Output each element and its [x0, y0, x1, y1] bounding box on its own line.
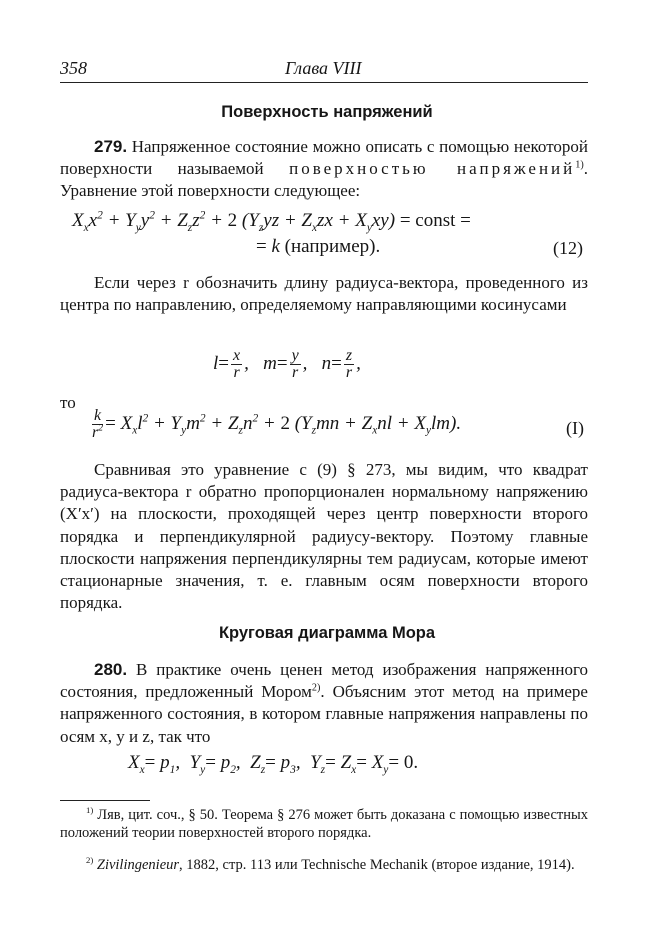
- page-number: 358: [60, 58, 87, 78]
- paragraph-radius-vector: Если через r обозначить длину радиуса-вектора, проведенного из центра по направлению, определяемому направляющими косинусами: [60, 273, 588, 315]
- paragraph-text: . Объясним этот метод на примере напряженного состояния, в котором главные напряжения направлены по осям x, y и z, так что: [60, 682, 588, 746]
- paragraph-comparison: Сравнивая это уравнение с (9) § 273, мы видим, что квадрат радиуса-вектора r обратно пропорционален нормальному напряжению (X′x′) на плоскости, проходящей через центр поверхности второго порядка и перпендикулярной радиусу-вектору. Поэтому главные плоскости напряжения перпендикулярны тем радиусам, которые имеют стационарные значения, т. е. главным осям поверхности второго порядка.: [60, 460, 588, 613]
- footnote-ref: 2): [311, 682, 321, 694]
- equation-12-line1: $X_xx^2 + Y_yy^2 + Z_zz^2 + 2$ $(Y_zyz + Z_xzx + X_yxy)$ = const =: [72, 209, 471, 234]
- paragraph-text: В практике очень ценен метод изображения напряженного состояния, предложенный Мором: [60, 660, 589, 702]
- footnote-rule: [60, 800, 150, 801]
- running-header: Глава VIII: [285, 58, 362, 78]
- footnote-mark: 1): [86, 805, 94, 816]
- spaced-term: поверхностью напряжений: [289, 159, 576, 179]
- footnote-journal: Zivilingenieur: [96, 857, 180, 873]
- equation-I: $\frac{k}{r^2}$ = $X_xl^2 + Y_ym^2 + Z_zn^2 + 2$ $(Y_zmn + Z_xnl + X_ylm)$.: [92, 407, 462, 441]
- equation-number: (12): [553, 238, 583, 258]
- paragraph-text: . Уравнение этой поверхности следующее:: [60, 159, 589, 201]
- footnote-text: Ляв, цит. соч., § 50. Теорема § 276 может быть доказана с помощью известных положений теории поверхностей второго порядка.: [60, 807, 588, 841]
- footnote-2: [60, 856, 588, 874]
- footnote-ref: 1): [575, 159, 584, 171]
- paragraph-number: 280.: [94, 660, 128, 679]
- paragraph-280: [60, 659, 588, 748]
- section-title-stress-surface: Поверхность напряжений: [221, 103, 433, 121]
- paragraph-number: 279.: [94, 137, 128, 156]
- word-then: то: [60, 393, 76, 412]
- footnote-mark: 2): [86, 855, 94, 866]
- equation-principal-stresses: $X_x= p_1$, $Y_y= p_2$, $Z_z= p_3$, $Y_z= Z_x= X_y= 0$.: [128, 752, 419, 776]
- footnote-1: [60, 806, 588, 842]
- equation-12-line2: = k (например).: [256, 236, 381, 257]
- paragraph-text: Напряженное состояние можно описать с помощью некоторой поверхности называемой: [60, 137, 589, 179]
- section-title-mohr-diagram: Круговая диаграмма Мора: [218, 624, 436, 642]
- footnote-text: , 1882, стр. 113 или Technische Mechanik (второе издание, 1914).: [179, 857, 575, 873]
- paragraph-279: [60, 136, 588, 203]
- equation-number: (I): [566, 418, 584, 438]
- direction-cosines: l= $\frac{x}{r}$ , m= $\frac{y}{r}$ , n= $\frac{z}{r}$ ,: [213, 347, 361, 381]
- header-rule: [60, 82, 588, 83]
